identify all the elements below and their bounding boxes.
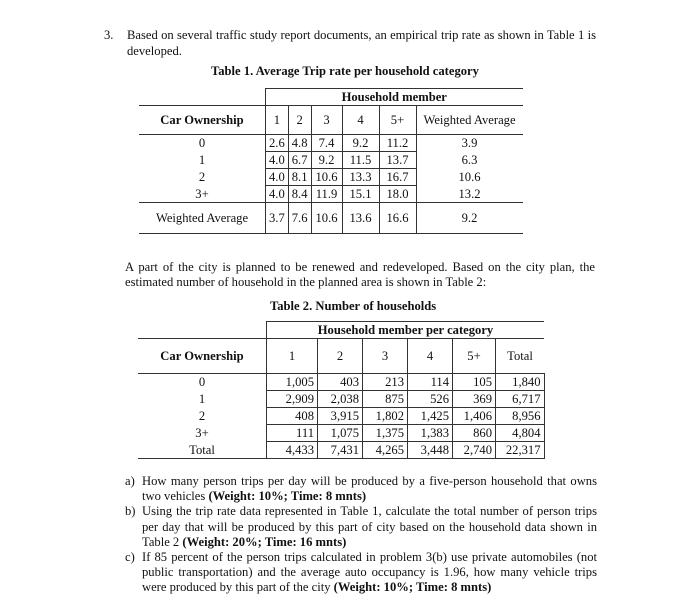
- question-number: 3.: [104, 28, 114, 42]
- table-row: 0 1,005 403 213 114 105 1,840: [138, 374, 544, 391]
- table-row: Weighted Average 3.7 7.6 10.6 13.6 16.6 9.2: [139, 203, 523, 234]
- table2-col-header: 5+: [453, 339, 496, 374]
- plan-paragraph: A part of the city is planned to be renewed and redeveloped. Based on the city plan, the estimated number of household in the planned area is shown in Table 2:: [125, 260, 595, 289]
- subquestion-text: How many person trips per day will be produced by a five-person household that owns two vehicles: [142, 474, 597, 504]
- question-3: [104, 27, 596, 59]
- table2-col-header: 4: [408, 339, 453, 374]
- subquestion-weight: (Weight: 10%; Time: 8 mnts): [208, 489, 367, 504]
- table1-col-header: Weighted Average: [416, 106, 523, 135]
- subquestion-text: Using the trip rate data represented in Table 1, calculate the total number of person trips per day that will be produced by this part of city based on the household data shown in Table 2: [142, 504, 597, 549]
- trip-rate-table: [139, 88, 523, 234]
- table1-col-header: 4: [342, 106, 379, 135]
- table1-col-header: 3: [311, 106, 342, 135]
- subquestion-weight: (Weight: 20%; Time: 16 mnts): [182, 534, 347, 549]
- table2-col-header: Total: [496, 339, 545, 374]
- table1-col-header: 1: [266, 106, 289, 135]
- subquestion-b: [125, 504, 597, 550]
- question-text: Based on several traffic study report documents, an empirical trip rate as shown in Table 1 is developed.: [127, 28, 596, 58]
- subquestion-c: [125, 550, 597, 596]
- table-row: 2 408 3,915 1,802 1,425 1,406 8,956: [138, 408, 544, 425]
- table-row: 2 4.0 8.1 10.6 13.3 16.7 10.6: [198, 170, 481, 184]
- subquestion-a: [125, 474, 597, 504]
- table-row: 0 2.6 4.8 7.4 9.2 11.2 3.9: [139, 135, 523, 152]
- table-row: Total 4,433 7,431 4,265 3,448 2,740 22,317: [138, 442, 544, 459]
- table2-col-header: 3: [363, 339, 408, 374]
- table-row: 1 4.0 6.7 9.2 11.5 13.7 6.3: [198, 153, 478, 167]
- table2-caption: Table 2. Number of households: [270, 299, 437, 313]
- table1-col-header: 2: [288, 106, 311, 135]
- subquestion-list: [125, 474, 597, 596]
- table1-row-header: Car Ownership: [139, 106, 266, 135]
- table2-group-header: Household member per category: [267, 322, 545, 339]
- table1-col-header: 5+: [379, 106, 416, 135]
- table2-col-header: 1: [267, 339, 318, 374]
- households-table: [138, 321, 545, 459]
- table1-group-header: Household member: [266, 89, 523, 106]
- table-row: 3+ 111 1,075 1,375 1,383 860 4,804: [138, 425, 544, 442]
- subquestion-label: a): [125, 474, 135, 488]
- subquestion-text: If 85 percent of the person trips calculated in problem 3(b) use private automobiles (not public transportation) and the average auto occupancy is 1.96, how many vehicle trips were produced by this part of the city: [142, 550, 597, 595]
- subquestion-label: c): [125, 550, 135, 565]
- subquestion-weight: (Weight: 10%; Time: 8 mnts): [333, 580, 492, 595]
- table2-col-header: 2: [318, 339, 363, 374]
- table-row: 1 2,909 2,038 875 526 369 6,717: [138, 391, 544, 408]
- table2-row-header: Car Ownership: [138, 339, 267, 374]
- table-row: 3+ 4.0 8.4 11.9 15.1 18.0 13.2: [139, 186, 523, 203]
- table1-caption: Table 1. Average Trip rate per household category: [211, 64, 479, 78]
- subquestion-label: b): [125, 504, 136, 519]
